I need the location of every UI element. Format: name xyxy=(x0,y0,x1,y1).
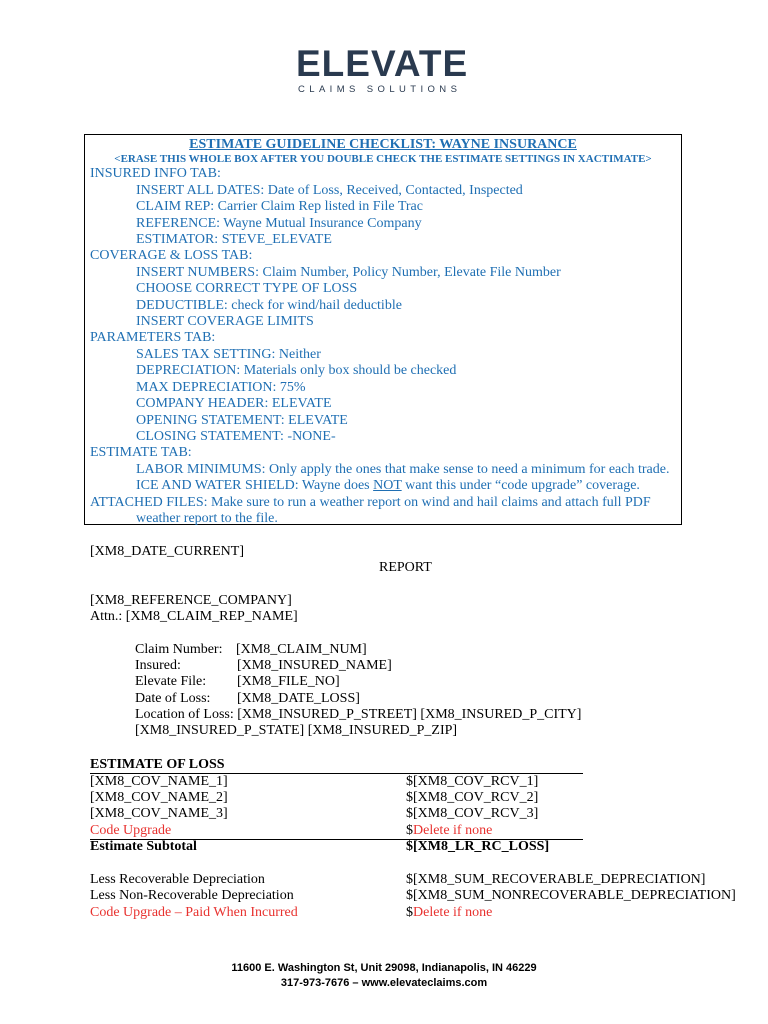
checklist-item: INSERT COVERAGE LIMITS xyxy=(136,314,314,330)
coverage-name-3: [XM8_COV_NAME_3] xyxy=(90,806,228,821)
attention-line: Attn.: [XM8_CLAIM_REP_NAME] xyxy=(90,609,298,624)
delete-if-none-note: Delete if none xyxy=(413,905,493,920)
checklist-item: OPENING STATEMENT: ELEVATE xyxy=(136,412,348,428)
company-logo xyxy=(296,24,478,96)
checklist-item: CLAIM REP: Carrier Claim Rep listed in File Trac xyxy=(136,199,423,215)
logo-tagline: CLAIMS SOLUTIONS xyxy=(298,84,462,95)
date-of-loss-label: Date of Loss: xyxy=(135,691,211,706)
estimate-of-loss-heading: ESTIMATE OF LOSS xyxy=(90,757,225,772)
coverage-rcv-3: $[XM8_COV_RCV_3] xyxy=(406,806,539,821)
logo-wordmark: ELEVATE xyxy=(296,43,469,84)
coverage-rcv-1: $[XM8_COV_RCV_1] xyxy=(406,774,539,789)
insured-label: Insured: xyxy=(135,658,181,673)
estimate-guideline-checklist xyxy=(84,134,682,525)
reference-company: [XM8_REFERENCE_COMPANY] xyxy=(90,593,292,608)
code-upgrade-value xyxy=(406,823,492,839)
ice-text-pre: ICE AND WATER SHIELD: Wayne does xyxy=(136,478,374,494)
checklist-item-labor: LABOR MINIMUMS: Only apply the ones that make sense to need a minimum for each trade. xyxy=(136,461,670,477)
location-of-loss-line1: Location of Loss: [XM8_INSURED_P_STREET] [XM8_INSURED_P_CITY] xyxy=(135,707,582,722)
code-upgrade-label: Code Upgrade xyxy=(90,823,172,838)
dollar-sign: $ xyxy=(406,823,413,838)
location-of-loss-line2: [XM8_INSURED_P_STATE] [XM8_INSURED_P_ZIP] xyxy=(135,723,458,738)
elevate-file-label: Elevate File: xyxy=(135,674,207,689)
elevate-file-value: [XM8_FILE_NO] xyxy=(237,674,340,689)
less-nonrecoverable-value: $[XM8_SUM_NONRECOVERABLE_DEPRECIATION] xyxy=(406,888,736,903)
delete-if-none-note: Delete if none xyxy=(413,823,493,838)
checklist-item: INSERT NUMBERS: Claim Number, Policy Number, Elevate File Number xyxy=(136,264,561,280)
report-heading: REPORT xyxy=(379,560,432,575)
checklist-item: CHOOSE CORRECT TYPE OF LOSS xyxy=(136,281,358,297)
checklist-item: DEDUCTIBLE: check for wind/hail deductible xyxy=(136,297,402,313)
parameters-tab-heading: PARAMETERS TAB: xyxy=(90,330,216,346)
checklist-item: COMPANY HEADER: ELEVATE xyxy=(136,396,332,412)
less-recoverable-label: Less Recoverable Depreciation xyxy=(90,872,265,887)
ice-text-not: NOT xyxy=(373,478,402,494)
coverage-name-2: [XM8_COV_NAME_2] xyxy=(90,790,228,805)
checklist-item: REFERENCE: Wayne Mutual Insurance Company xyxy=(136,215,422,231)
current-date: [XM8_DATE_CURRENT] xyxy=(90,544,244,559)
footer-contact: 317-973-7676 – www.elevateclaims.com xyxy=(280,977,488,989)
checklist-item-ice-water xyxy=(90,478,681,494)
dollar-sign: $ xyxy=(406,905,413,920)
code-upgrade-paid-value xyxy=(406,905,492,921)
checklist-item: MAX DEPRECIATION: 75% xyxy=(136,379,306,395)
coverage-tab-heading: COVERAGE & LOSS TAB: xyxy=(90,248,253,264)
checklist-item: SALES TAX SETTING: Neither xyxy=(136,346,321,362)
estimate-tab-heading: ESTIMATE TAB: xyxy=(90,445,192,461)
claim-number-label: Claim Number: xyxy=(135,642,223,657)
claim-number-value: [XM8_CLAIM_NUM] xyxy=(236,642,367,657)
checklist-item: INSERT ALL DATES: Date of Loss, Received, Contacted, Inspected xyxy=(136,182,523,198)
checklist-item: DEPRECIATION: Materials only box should be checked xyxy=(136,363,457,379)
less-recoverable-value: $[XM8_SUM_RECOVERABLE_DEPRECIATION] xyxy=(406,872,706,887)
insured-tab-heading: INSURED INFO TAB: xyxy=(90,166,221,182)
estimate-subtotal-label: Estimate Subtotal xyxy=(90,839,197,854)
checklist-title: ESTIMATE GUIDELINE CHECKLIST: WAYNE INSURANCE xyxy=(189,137,577,152)
less-nonrecoverable-label: Less Non-Recoverable Depreciation xyxy=(90,888,294,903)
checklist-erase-note: <ERASE THIS WHOLE BOX AFTER YOU DOUBLE CHECK THE ESTIMATE SETTINGS IN XACTIMATE> xyxy=(114,153,652,166)
checklist-item: CLOSING STATEMENT: -NONE- xyxy=(136,428,336,444)
code-upgrade-paid-label: Code Upgrade – Paid When Incurred xyxy=(90,905,298,920)
footer-address: 11600 E. Washington St, Unit 29098, Indianapolis, IN 46229 xyxy=(231,962,537,974)
insured-value: [XM8_INSURED_NAME] xyxy=(237,658,392,673)
date-of-loss-value: [XM8_DATE_LOSS] xyxy=(237,691,360,706)
estimate-subtotal-value: $[XM8_LR_RC_LOSS] xyxy=(406,839,550,854)
coverage-rcv-2: $[XM8_COV_RCV_2] xyxy=(406,790,539,805)
coverage-name-1: [XM8_COV_NAME_1] xyxy=(90,774,228,789)
attached-files-note: ATTACHED FILES: Make sure to run a weather report on wind and hail claims and attach full PDF weather report to the file. xyxy=(90,494,651,526)
ice-text-post: want this under “code upgrade” coverage. xyxy=(401,478,640,494)
checklist-item: ESTIMATOR: STEVE_ELEVATE xyxy=(136,232,332,248)
